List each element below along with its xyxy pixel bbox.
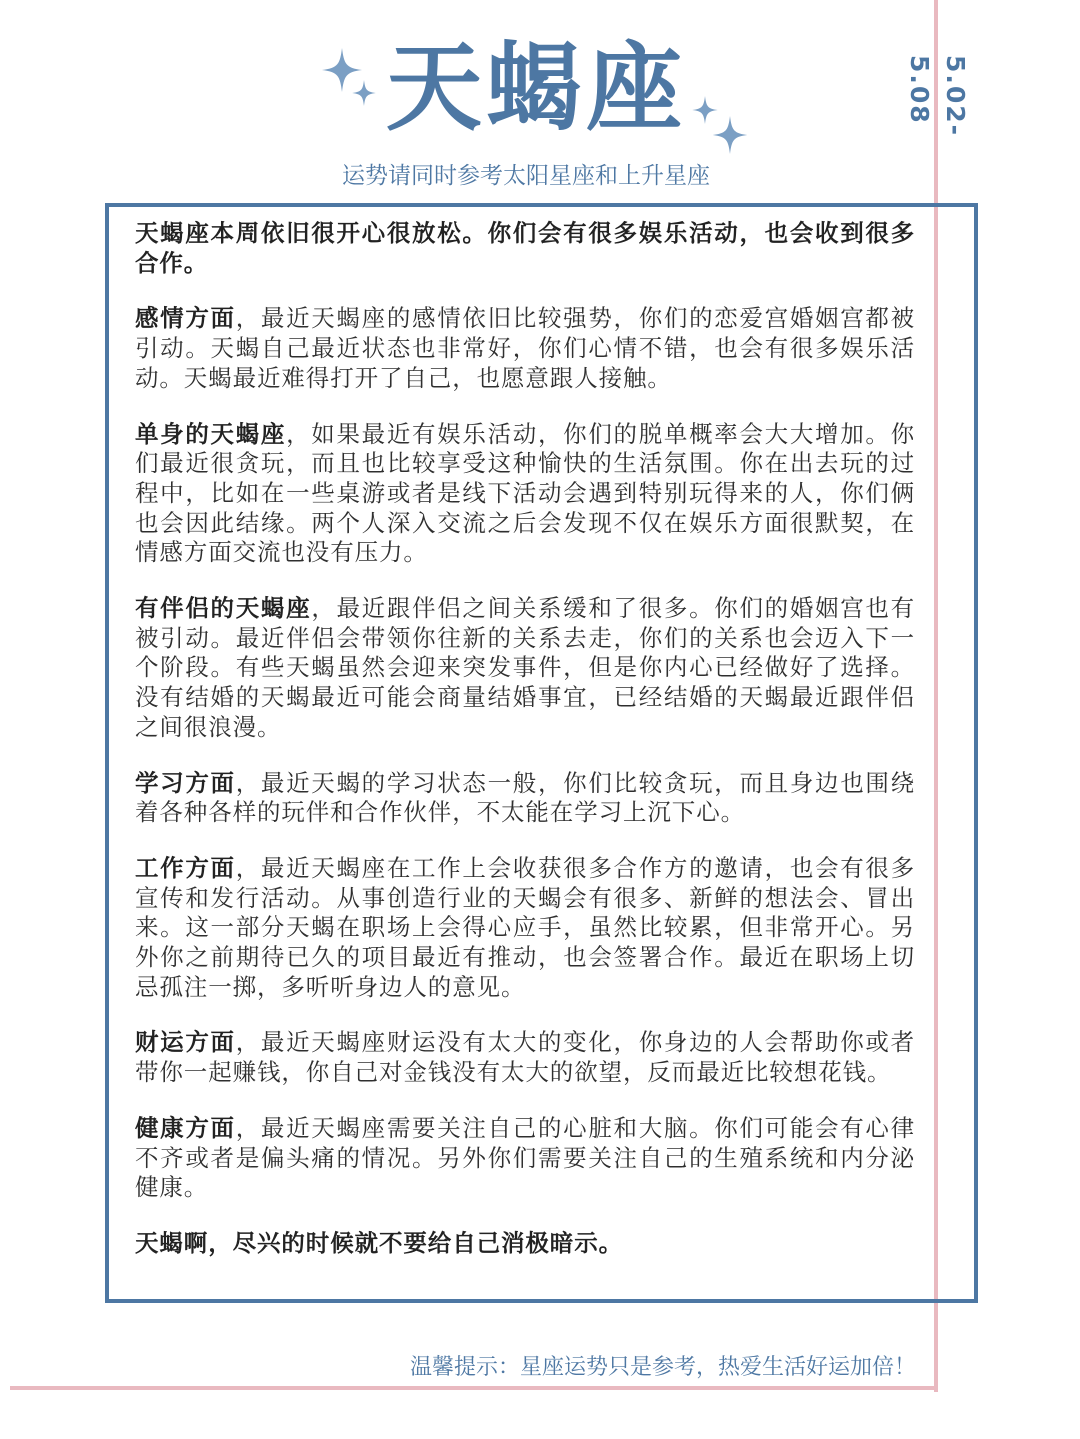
closing-paragraph: 天蝎啊，尽兴的时候就不要给自己消极暗示。 [135, 1228, 623, 1257]
section-body: ，如果最近有娱乐活动，你们的脱单概率会大大增加。你们最近很贪玩，而且也比较享受这种愉快的生活氛围。你在出去玩的过程中，比如在一些桌游或者是线下活动会遇到特别玩得来的人，你们俩也会因此结缘。两个人深入交流之后会发现不仅在娱乐方面很默契，在情感方面交流也没有压力。 [135, 419, 915, 567]
section-body: ，最近天蝎座财运没有太大的变化，你身边的人会帮助你或者带你一起赚钱，你自己对金钱没有太大的欲望，反而最近比较想花钱。 [135, 1028, 915, 1087]
section-body: ，最近天蝎座的感情依旧比较强势，你们的恋爱宫婚姻宫都被引动。天蝎自己最近状态也非常好，你们心情不错，也会有很多娱乐活动。天蝎最近难得打开了自己，也愿意跟人接触。 [135, 304, 915, 392]
footer-tip: 温馨提示：星座运势只是参考，热爱生活好运加倍！ [409, 1355, 916, 1380]
section-body: ，最近天蝎的学习状态一般，你们比较贪玩，而且身边也围绕着各种各样的玩伴和合作伙伴，不太能在学习上沉下心。 [135, 768, 915, 827]
section-health [135, 1114, 915, 1203]
section-body: ，最近天蝎座需要关注自己的心脏和大脑。你们可能会有心律不齐或者是偏头痛的情况。另外你们需要关注自己的生殖系统和内分泌健康。 [135, 1113, 915, 1202]
page-title: 天蝎座 [386, 32, 686, 144]
section-love [135, 304, 915, 393]
section-body: ，最近跟伴侣之间关系缓和了很多。你们的婚姻宫也有被引动。最近伴侣会带领你往新的关系去走，你们的关系也会迈入下一个阶段。有些天蝎虽然会迎来突发事件，但是你内心已经做好了选择。没有结婚的天蝎最近可能会商量结婚事宜，已经结婚的天蝎最近跟伴侣之间很浪漫。 [135, 594, 915, 741]
section-partnered [135, 594, 915, 743]
section-heading: 健康方面 [135, 1113, 236, 1142]
section-study [135, 769, 915, 828]
section-heading: 单身的天蝎座 [135, 419, 287, 448]
date-range: 5.02-5.08 [905, 55, 970, 138]
intro-paragraph: 天蝎座本周依旧很开心很放松。你们会有很多娱乐活动，也会收到很多合作。 [135, 219, 915, 277]
subtitle: 运势请同时参考太阳星座和上升星座 [342, 163, 710, 189]
pink-horizontal-rule [10, 1386, 938, 1390]
section-body: ，最近天蝎座在工作上会收获很多合作方的邀请，也会有很多宣传和发行活动。从事创造行业的天蝎会有很多、新鲜的想法会、冒出来。这一部分天蝎在职场上会得心应手，虽然比较累，但非常开心。另外你之前期待已久的项目最近有推动，也会签署合作。最近在职场上切忌孤注一掷，多听听身边人的意见。 [135, 853, 915, 1001]
section-heading: 工作方面 [135, 853, 236, 882]
section-single [135, 420, 915, 569]
section-heading: 财运方面 [135, 1028, 236, 1057]
horoscope-content [135, 219, 915, 1285]
section-finance [135, 1028, 915, 1087]
section-work [135, 854, 915, 1003]
section-heading: 感情方面 [135, 304, 236, 333]
section-heading: 学习方面 [135, 768, 236, 797]
section-heading: 有伴侣的天蝎座 [135, 594, 312, 623]
